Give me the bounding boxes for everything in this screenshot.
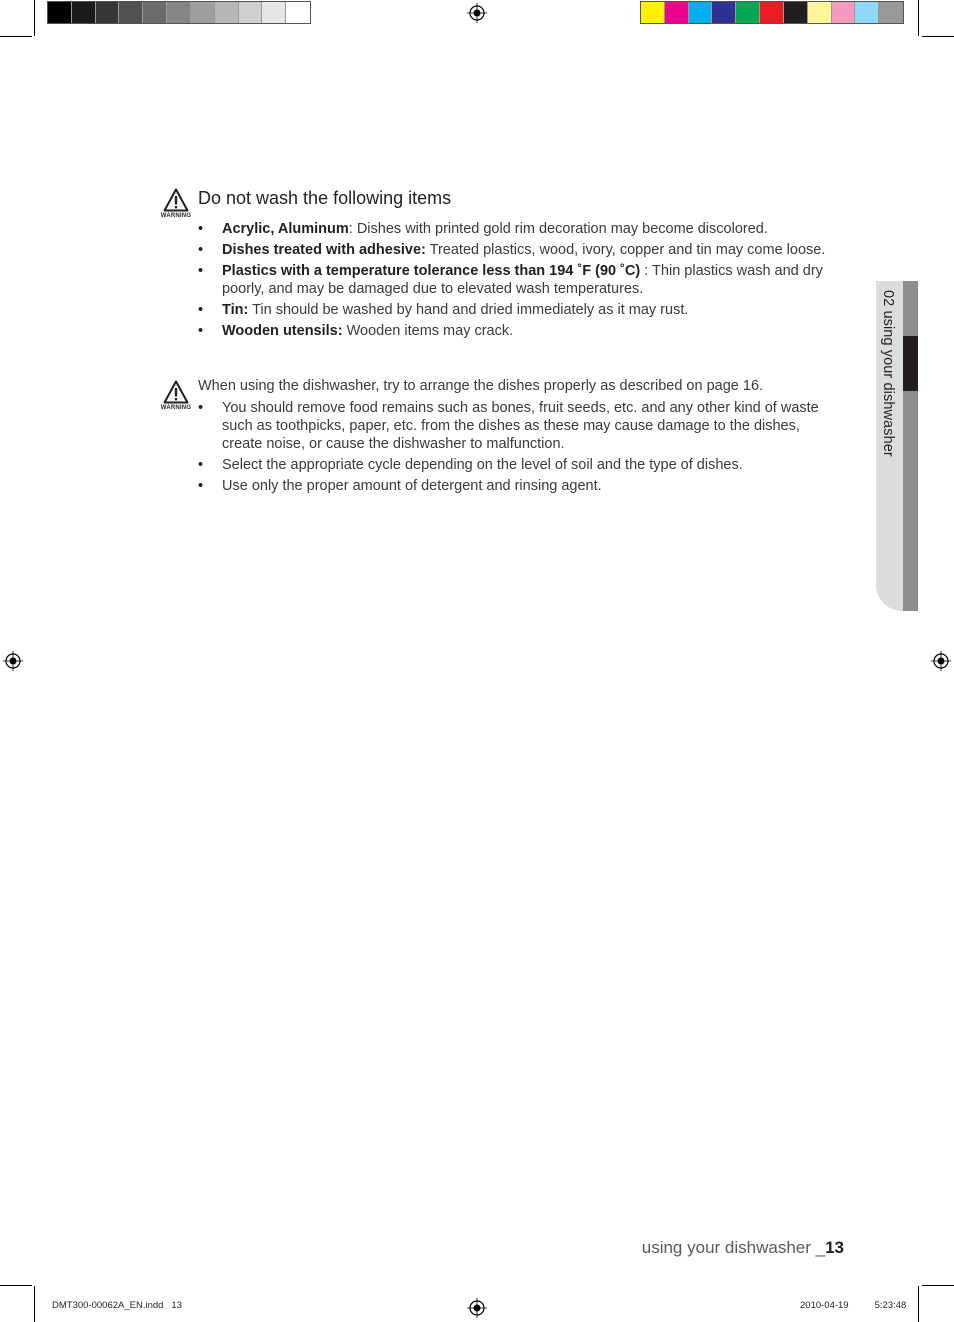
color-swatch <box>689 2 713 23</box>
slug-timestamp <box>800 1300 906 1311</box>
color-swatch <box>119 2 143 23</box>
item-description: Tin should be washed by hand and dried immediately as it may rust. <box>248 302 689 318</box>
registration-mark-icon <box>467 1298 487 1318</box>
do-not-wash-list <box>198 220 828 343</box>
warning-label: WARNING <box>160 405 192 411</box>
arrange-dishes-note: When using the dishwasher, try to arrange the dishes properly as described on page 16. <box>198 378 764 394</box>
slug-filename: DMT300-00062A_EN.indd 13 <box>52 1300 182 1311</box>
color-swatch <box>784 2 808 23</box>
color-swatch <box>96 2 120 23</box>
list-item: • Use only the proper amount of detergent and rinsing agent. <box>198 477 828 495</box>
crop-mark <box>34 0 35 36</box>
color-swatch <box>72 2 96 23</box>
crop-mark <box>918 0 919 36</box>
color-swatch <box>808 2 832 23</box>
color-swatch <box>215 2 239 23</box>
crop-mark <box>0 1285 32 1286</box>
color-swatch <box>879 2 903 23</box>
section-heading: Do not wash the following items <box>198 188 452 208</box>
registration-mark-icon <box>467 3 487 23</box>
grayscale-color-bar <box>47 1 311 24</box>
item-term: Dishes treated with adhesive: <box>222 242 426 258</box>
item-description: : Thin plastics wash and dry poorly, and may be damaged due to elevated wash temperatures. <box>222 263 823 297</box>
crop-mark <box>922 36 954 37</box>
color-swatch <box>641 2 665 23</box>
list-item <box>198 220 828 238</box>
color-swatch <box>143 2 167 23</box>
color-swatch <box>760 2 784 23</box>
item-description: : Dishes with printed gold rim decoration may become discolored. <box>348 221 768 237</box>
crop-mark <box>918 1286 919 1322</box>
item-term: Plastics with a temperature tolerance less than 194 ˚F (90 ˚C) <box>222 263 641 279</box>
registration-mark-icon <box>931 651 951 671</box>
list-item <box>198 301 828 319</box>
item-term: Acrylic, Aluminum <box>222 221 349 237</box>
crop-mark <box>922 1285 954 1286</box>
warning-icon <box>158 188 194 219</box>
slug-time: 5:23:48 <box>874 1300 907 1311</box>
color-swatch <box>712 2 736 23</box>
usage-tips-list <box>198 399 828 498</box>
color-swatch <box>191 2 215 23</box>
color-swatch <box>167 2 191 23</box>
registration-mark-icon <box>3 651 23 671</box>
item-term: Wooden utensils: <box>222 323 343 339</box>
item-description: Treated plastics, wood, ivory, copper and tin may come loose. <box>425 242 826 258</box>
slug-date: 2010-04-19 <box>800 1300 849 1311</box>
page-footer <box>642 1238 844 1258</box>
chapter-tab-label: 02 using your dishwasher <box>880 290 896 457</box>
color-swatch <box>832 2 856 23</box>
warning-label: WARNING <box>160 213 192 219</box>
crop-mark <box>0 36 32 37</box>
footer-text: using your dishwasher _ <box>641 1238 826 1257</box>
list-item <box>198 262 828 298</box>
item-description: Wooden items may crack. <box>342 323 514 339</box>
color-swatch <box>286 2 310 23</box>
item-term: Tin: <box>222 302 249 318</box>
chapter-tab-marker <box>903 336 918 391</box>
color-swatch <box>48 2 72 23</box>
chapter-tab-strip <box>903 281 918 611</box>
process-color-bar <box>640 1 904 24</box>
color-swatch <box>855 2 879 23</box>
list-item: • You should remove food remains such as bones, fruit seeds, etc. and any other kind of waste such as toothpicks, paper, etc. from the dishes as these may cause damage to the dishes, create noise, or cause the dishwasher to malfunction. <box>198 399 828 453</box>
color-swatch <box>736 2 760 23</box>
warning-icon <box>158 380 194 411</box>
list-item <box>198 322 828 340</box>
list-item: • Select the appropriate cycle depending on the level of soil and the type of dishes. <box>198 456 828 474</box>
color-swatch <box>239 2 263 23</box>
color-swatch <box>262 2 286 23</box>
list-item <box>198 241 828 259</box>
crop-mark <box>34 1286 35 1322</box>
color-swatch <box>665 2 689 23</box>
page-number: 13 <box>825 1238 844 1257</box>
